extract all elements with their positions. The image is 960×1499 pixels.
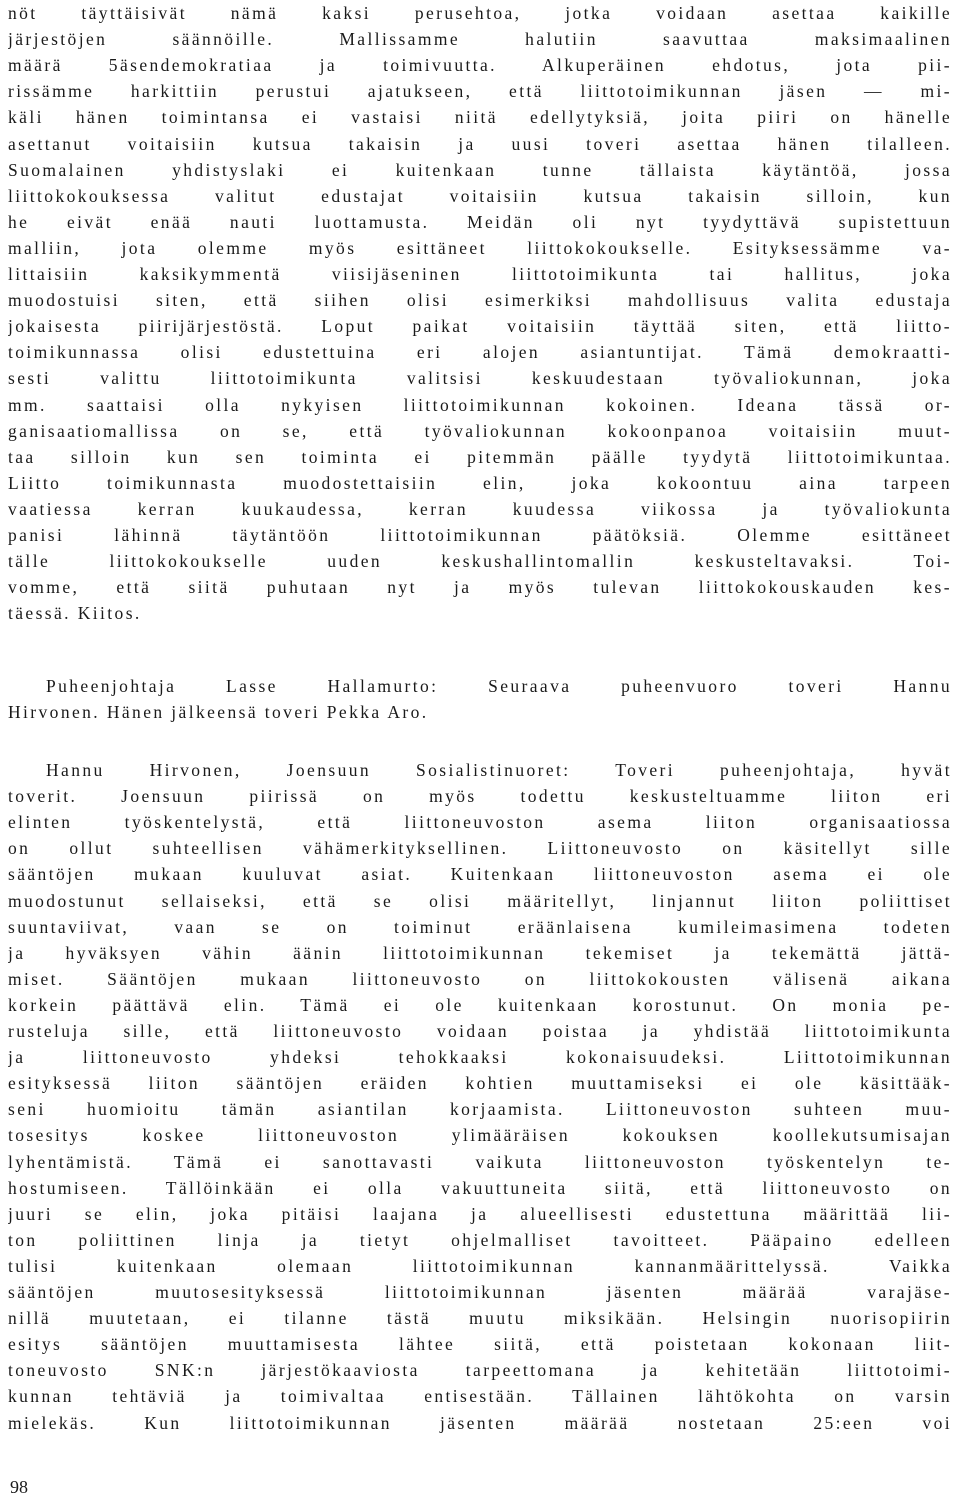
text-line: muodostunut sellaiseksi, että se olisi määritellyt, linjannut liiton poliittiset xyxy=(8,890,952,911)
text-line: hostumiseen. Tällöinkään ei olla vakuuttuneita siitä, että liittoneuvosto on xyxy=(8,1177,952,1198)
text-line: littaisiin kaksikymmentä viisijäseninen liittotoimikunta tai hallitus, joka xyxy=(8,264,952,284)
text-line: ja liittoneuvosto yhdeksi tehokkaaksi kokonaisuudeksi. Liittotoimikunnan xyxy=(8,1047,952,1068)
text-line: on ollut suhteellisen vähämerkityksellinen. Liittoneuvosto on käsitellyt sille xyxy=(8,838,952,859)
text-line: järjestöjen säännöille. Mallissamme halutiin saavuttaa maksimaalinen xyxy=(8,29,952,50)
text-line: tälle liittokokoukselle uuden keskushallintomallin keskusteltavaksi. Toi- xyxy=(8,551,952,572)
text-line: rusteluja sille, että liittoneuvosto voidaan poistaa ja yhdistää liittotoimikunta xyxy=(8,1021,952,1041)
text-line: mm. saattaisi olla nykyisen liittotoimikunnan kokoinen. Ideana tässä or- xyxy=(8,394,952,415)
text-line: he eivät enää nauti luottamusta. Meidän oli nyt tyydyttävä supistettuun xyxy=(8,211,952,232)
text-line: kunnan tehtäviä ja toimivaltaa entisestään. Tällainen lähtökohta on varsin xyxy=(8,1386,952,1407)
text-line: sesti valittu liittotoimikunta valitsisi keskuudestaan työvaliokunnan, joka xyxy=(8,368,952,389)
text-line: liittokokouksessa valitut edustajat voitaisiin kutsua takaisin silloin, kun xyxy=(8,185,952,206)
text-line: lyhentämistä. Tämä ei sanottavasti vaikuta liittoneuvoston työskentelyn te- xyxy=(8,1151,952,1172)
text-line: asettanut voitaisiin kutsua takaisin ja uusi toveri asettaa hänen tilalleen. xyxy=(8,133,952,154)
text-line: täessä. Kiitos. xyxy=(8,603,142,624)
text-line: miset. Sääntöjen mukaan liittoneuvosto on liittokokousten välisenä aikana xyxy=(8,968,952,989)
text-line: tulisi kuitenkaan olemaan liittotoimikunnan kannanmäärittelyssä. Vaikka xyxy=(8,1255,952,1276)
text-line: Suomalainen yhdistyslaki ei kuitenkaan tunne tällaista käytäntöä, jossa xyxy=(8,159,952,180)
text-line: jokaisesta piirijärjestöstä. Loput paikat voitaisiin täyttää siten, että liitto- xyxy=(8,316,952,337)
text-line: Hirvonen. Hänen jälkeensä toveri Pekka Aro. xyxy=(8,702,429,723)
text-line: Hannu Hirvonen, Joensuun Sosialistinuoret: Toveri puheenjohtaja, hyvät xyxy=(46,760,952,780)
text-line: nöt täyttäisivät nämä kaksi perusehtoa, jotka voidaan asettaa kaikille xyxy=(8,3,952,23)
text-line: suuntaviivat, vaan se on toiminut eräänlaisena kumileimasimena todeten xyxy=(8,916,952,937)
text-line: Puheenjohtaja Lasse Hallamurto: Seuraava puheenvuoro toveri Hannu xyxy=(46,676,952,696)
text-line: malliin, jota olemme myös esittäneet liittokokoukselle. Esityksessämme va- xyxy=(8,237,952,258)
text-line: elinten työskentelystä, että liittoneuvoston asema liiton organisaatiossa xyxy=(8,812,952,833)
page-number: 98 xyxy=(10,1477,28,1497)
text-line: sääntöjen mukaan kuuluvat asiat. Kuitenkaan liittoneuvoston asema ei ole xyxy=(8,864,952,885)
text-line: panisi lähinnä täytäntöön liittotoimikunnan päätöksiä. Olemme esittäneet xyxy=(8,525,952,545)
text-line: sääntöjen muutosesityksessä liittotoimikunnan jäsenten määrää varajäse- xyxy=(8,1282,952,1302)
text-line: rissämme harkittiin perustui ajatukseen, että liittotoimikunnan jäsen — mi- xyxy=(8,81,952,102)
text-line: ganisaatiomallissa on se, että työvaliokunnan kokoonpanoa voitaisiin muut- xyxy=(8,420,952,441)
text-line: juuri se elin, joka pitäisi laajana ja alueellisesti edustettuna määrittää lii- xyxy=(8,1203,952,1224)
text-line: ja hyväksyen vähin äänin liittotoimikunnan tekemiset ja tekemättä jättä- xyxy=(8,942,952,963)
text-line: mielekäs. Kun liittotoimikunnan jäsenten määrää nostetaan 25:een voi xyxy=(8,1412,952,1433)
text-line: vomme, että siitä puhutaan nyt ja myös tulevan liittokokouskauden kes- xyxy=(8,577,952,598)
text-line: seni huomioitu tämän asiantilan korjaamista. Liittoneuvoston suhteen muu- xyxy=(8,1099,952,1120)
text-line: taa silloin kun sen toiminta ei pitemmän päälle tyydytä liittotoimikuntaa. xyxy=(8,446,952,467)
text-line: esitys sääntöjen muuttamisesta lähtee siitä, että poistetaan kokonaan liit- xyxy=(8,1334,952,1355)
text-line: toverit. Joensuun piirissä on myös todettu keskusteltuamme liiton eri xyxy=(8,786,952,807)
text-line: vaatiessa kerran kuukaudessa, kerran kuudessa viikossa ja työvaliokunta xyxy=(8,498,952,519)
text-line: korkein päättävä elin. Tämä ei ole kuitenkaan korostunut. On monia pe- xyxy=(8,994,952,1015)
text-line: nillä muutetaan, ei tilanne tästä muutu miksikään. Helsingin nuorisopiirin xyxy=(8,1308,952,1329)
text-line: tosesitys koskee liittoneuvoston ylimääräisen kokouksen koollekutsumisajan xyxy=(8,1125,952,1146)
text-line: toneuvosto SNK:n järjestökaaviosta tarpeettomana ja kehitetään liittotoimi- xyxy=(8,1360,952,1381)
text-line: käli hänen toimintansa ei vastaisi niitä edellytyksiä, joita piiri on hänelle xyxy=(8,107,952,128)
text-line: Liitto toimikunnasta muodostettaisiin elin, joka kokoontuu aina tarpeen xyxy=(8,472,952,493)
text-line: muodostuisi siten, että siihen olisi esimerkiksi mahdollisuus valita edustaja xyxy=(8,290,952,311)
text-line: toimikunnassa olisi edustettuina eri alojen asiantuntijat. Tämä demokraatti- xyxy=(8,342,952,363)
text-line: esityksessä liiton sääntöjen eräiden kohtien muuttamiseksi ei ole käsittääk- xyxy=(8,1073,952,1094)
text-line: määrä 5äsendemokratiaa ja toimivuutta. Alkuperäinen ehdotus, jota pii- xyxy=(8,55,952,76)
text-line: ton poliittinen linja ja tietyt ohjelmalliset tavoitteet. Pääpaino edelleen xyxy=(8,1229,952,1250)
